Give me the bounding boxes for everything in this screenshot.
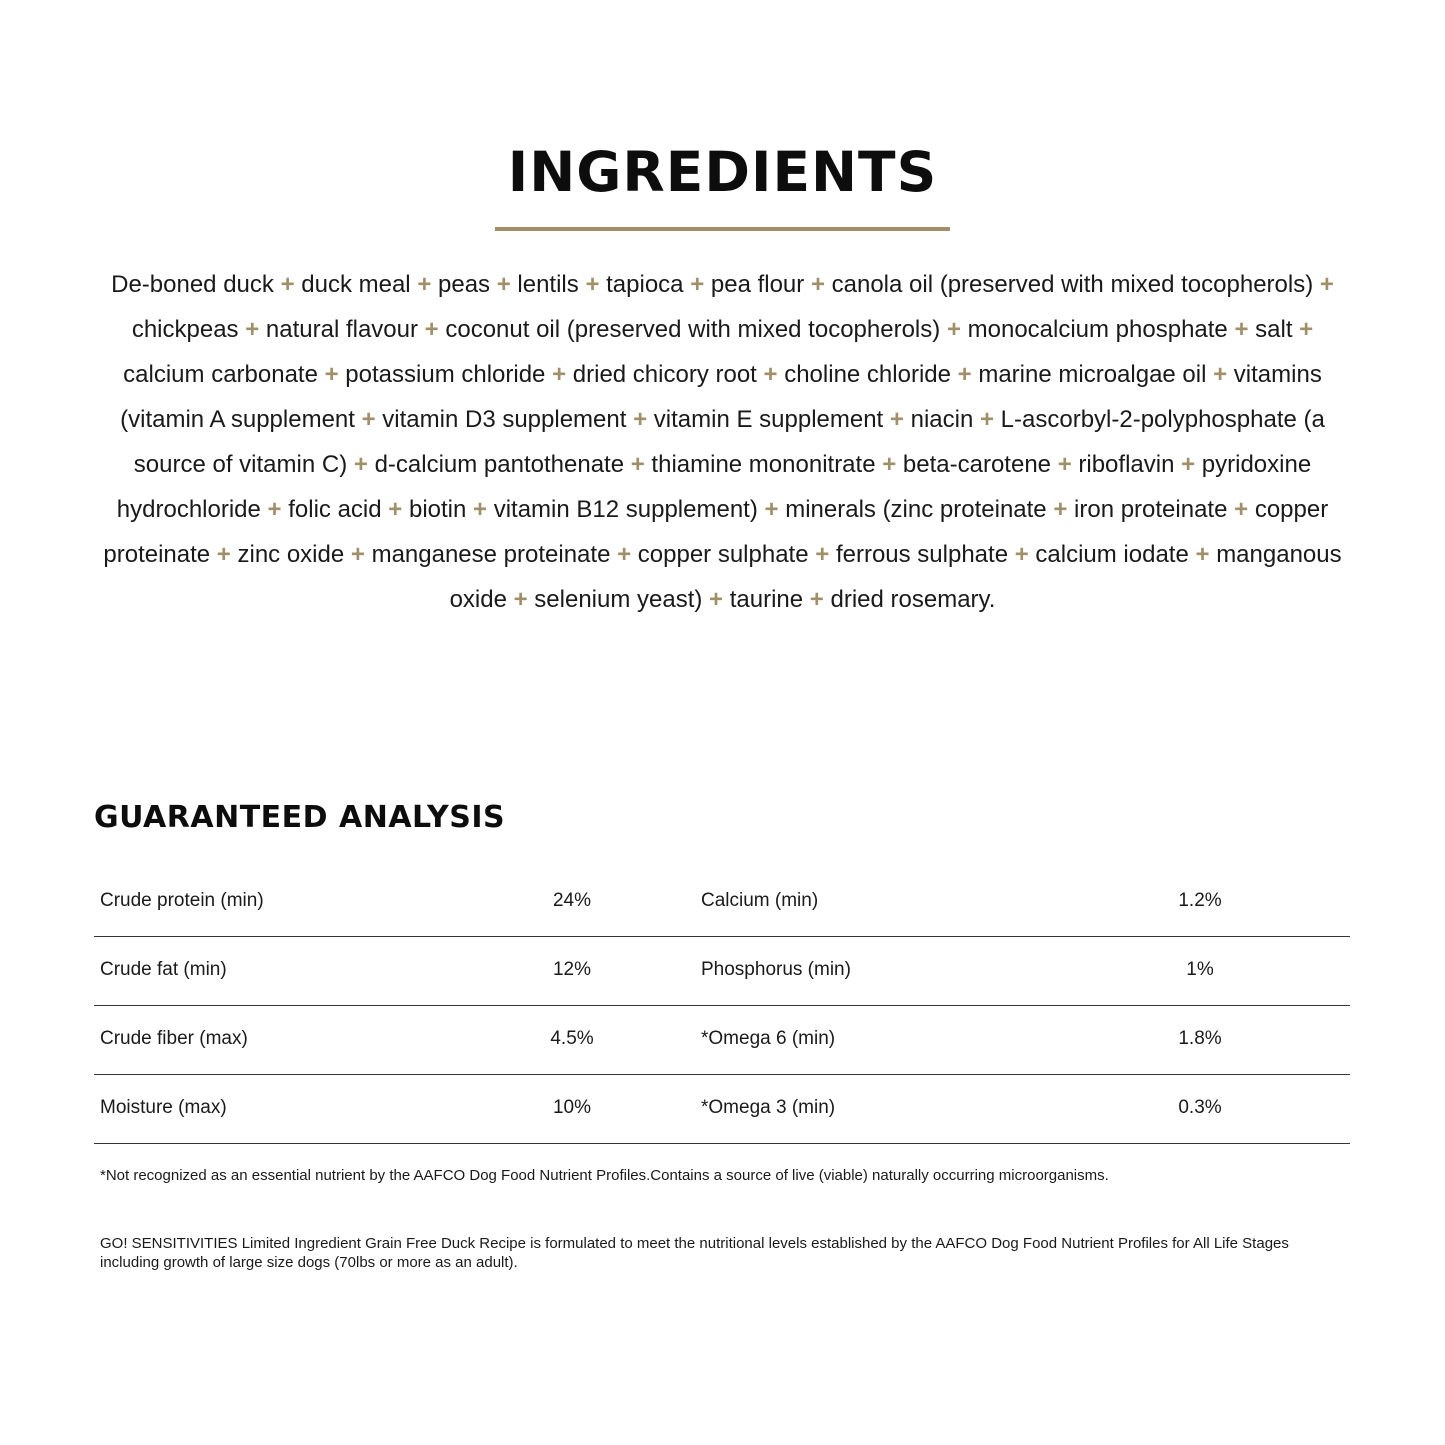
plus-separator: + — [513, 586, 528, 613]
ingredient-item: lentils — [517, 271, 579, 298]
ingredient-item: vitamin E supplement — [653, 406, 884, 433]
ingredient-item: natural flavour — [265, 316, 418, 343]
ingredient-item: canola oil (preserved with mixed tocopherols) — [831, 271, 1314, 298]
ingredient-item: selenium yeast) — [534, 586, 703, 613]
plus-separator: + — [1234, 316, 1249, 343]
nutrient-label: Calcium (min) — [701, 890, 819, 911]
ingredient-item: ferrous sulphate — [835, 541, 1009, 568]
plus-separator: + — [763, 361, 778, 388]
plus-separator: + — [324, 361, 339, 388]
plus-separator: + — [1014, 541, 1029, 568]
ingredient-item: minerals (zinc proteinate — [785, 496, 1047, 523]
plus-separator: + — [388, 496, 403, 523]
guaranteed-analysis-table — [94, 868, 1350, 1144]
guaranteed-analysis-title: GUARANTEED ANALYSIS — [94, 800, 506, 835]
plus-separator: + — [585, 271, 600, 298]
ingredient-item: taurine — [729, 586, 804, 613]
ingredient-item: marine microalgae oil — [978, 361, 1207, 388]
plus-separator: + — [809, 586, 824, 613]
plus-separator: + — [496, 271, 511, 298]
ingredient-item: zinc oxide — [237, 541, 345, 568]
plus-separator: + — [690, 271, 705, 298]
ingredients-list — [95, 262, 1350, 622]
plus-separator: + — [353, 451, 368, 478]
nutrient-label: Crude protein (min) — [100, 890, 264, 911]
plus-separator: + — [946, 316, 961, 343]
plus-separator: + — [1319, 271, 1334, 298]
plus-separator: + — [815, 541, 830, 568]
plus-separator: + — [1053, 496, 1068, 523]
ingredient-item: coconut oil (preserved with mixed tocopherols) — [445, 316, 941, 343]
plus-separator: + — [417, 271, 432, 298]
plus-separator: + — [633, 406, 648, 433]
ingredient-item: tapioca — [606, 271, 684, 298]
title-underline — [495, 227, 950, 231]
plus-separator: + — [810, 271, 825, 298]
ingredient-item: calcium carbonate — [123, 361, 318, 388]
nutrient-label: *Omega 6 (min) — [701, 1028, 836, 1049]
ingredient-item: dried chicory root — [572, 361, 757, 388]
plus-separator: + — [1195, 541, 1210, 568]
ingredient-item: manganous oxide — [449, 541, 1342, 613]
nutrient-value: 1.2% — [1178, 890, 1222, 911]
ingredient-item: potassium chloride — [345, 361, 546, 388]
plus-separator: + — [889, 406, 904, 433]
ingredient-item: dried rosemary. — [830, 586, 996, 613]
ingredient-item: folic acid — [288, 496, 382, 523]
ingredient-item: pea flour — [710, 271, 805, 298]
ingredient-item: d-calcium pantothenate — [374, 451, 625, 478]
ingredients-title: INGREDIENTS — [507, 140, 938, 204]
plus-separator: + — [1299, 316, 1314, 343]
table-row — [94, 1075, 1350, 1144]
nutrient-value: 0.3% — [1178, 1097, 1222, 1118]
ingredient-item: choline chloride — [784, 361, 951, 388]
plus-separator: + — [709, 586, 724, 613]
nutrient-label: Crude fat (min) — [100, 959, 227, 980]
ingredient-item: thiamine mononitrate — [651, 451, 876, 478]
plus-separator: + — [764, 496, 779, 523]
plus-separator: + — [957, 361, 972, 388]
nutrient-label: Crude fiber (max) — [100, 1028, 248, 1049]
ingredient-item: biotin — [408, 496, 467, 523]
table-row — [94, 937, 1350, 1006]
ingredient-item: riboflavin — [1078, 451, 1175, 478]
plus-separator: + — [216, 541, 231, 568]
plus-separator: + — [280, 271, 295, 298]
ingredient-item: peas — [438, 271, 491, 298]
plus-separator: + — [1057, 451, 1072, 478]
ingredient-item: niacin — [910, 406, 974, 433]
ingredient-item: De-boned duck — [111, 271, 274, 298]
plus-separator: + — [882, 451, 897, 478]
nutrient-label: Moisture (max) — [100, 1097, 227, 1118]
table-row — [94, 1006, 1350, 1075]
plus-separator: + — [1234, 496, 1249, 523]
ingredient-item: vitamin D3 supplement — [382, 406, 627, 433]
nutrient-value: 12% — [552, 959, 592, 980]
plus-separator: + — [630, 451, 645, 478]
nutrient-value: 4.5% — [550, 1028, 594, 1049]
plus-separator: + — [1213, 361, 1228, 388]
nutrient-value: 1.8% — [1178, 1028, 1222, 1049]
plus-separator: + — [424, 316, 439, 343]
plus-separator: + — [267, 496, 282, 523]
ingredient-item: monocalcium phosphate — [967, 316, 1228, 343]
ingredient-item: duck meal — [301, 271, 411, 298]
ingredient-item: copper proteinate — [103, 496, 1329, 568]
plus-separator: + — [552, 361, 567, 388]
ingredient-item: vitamin B12 supplement) — [493, 496, 758, 523]
nutrient-label: *Omega 3 (min) — [701, 1097, 836, 1118]
ingredient-item: manganese proteinate — [371, 541, 611, 568]
ingredient-item: iron proteinate — [1074, 496, 1228, 523]
plus-separator: + — [350, 541, 365, 568]
plus-separator: + — [245, 316, 260, 343]
ingredient-item: copper sulphate — [637, 541, 809, 568]
plus-separator: + — [617, 541, 632, 568]
aafco-statement: GO! SENSITIVITIES Limited Ingredient Grain Free Duck Recipe is formulated to meet the nutritional levels established by the AAFCO Dog Food Nutrient Profiles for All Life Stages including growth of large size dogs (70lbs or more as an adult). — [100, 1235, 1289, 1271]
ingredient-item: vitamins (vitamin A supplement — [120, 361, 1322, 433]
ingredient-item: beta-carotene — [902, 451, 1052, 478]
nutrient-value: 24% — [552, 890, 592, 911]
plus-separator: + — [979, 406, 994, 433]
plus-separator: + — [361, 406, 376, 433]
ingredient-item: pyridoxine hydrochloride — [116, 451, 1312, 523]
plus-separator: + — [473, 496, 488, 523]
ingredient-item: salt — [1255, 316, 1293, 343]
nutrient-label: Phosphorus (min) — [701, 959, 851, 980]
nutrient-value: 1% — [1186, 959, 1214, 980]
nutrient-value: 10% — [552, 1097, 592, 1118]
table-row — [94, 868, 1350, 937]
ingredient-item: calcium iodate — [1035, 541, 1189, 568]
footnote: *Not recognized as an essential nutrient by the AAFCO Dog Food Nutrient Profiles.Contains a source of live (viable) naturally occurring microorganisms. — [100, 1167, 1109, 1184]
ingredient-item: L-ascorbyl-2-polyphosphate (a source of vitamin C) — [133, 406, 1325, 478]
ingredient-item: chickpeas — [131, 316, 239, 343]
plus-separator: + — [1181, 451, 1196, 478]
